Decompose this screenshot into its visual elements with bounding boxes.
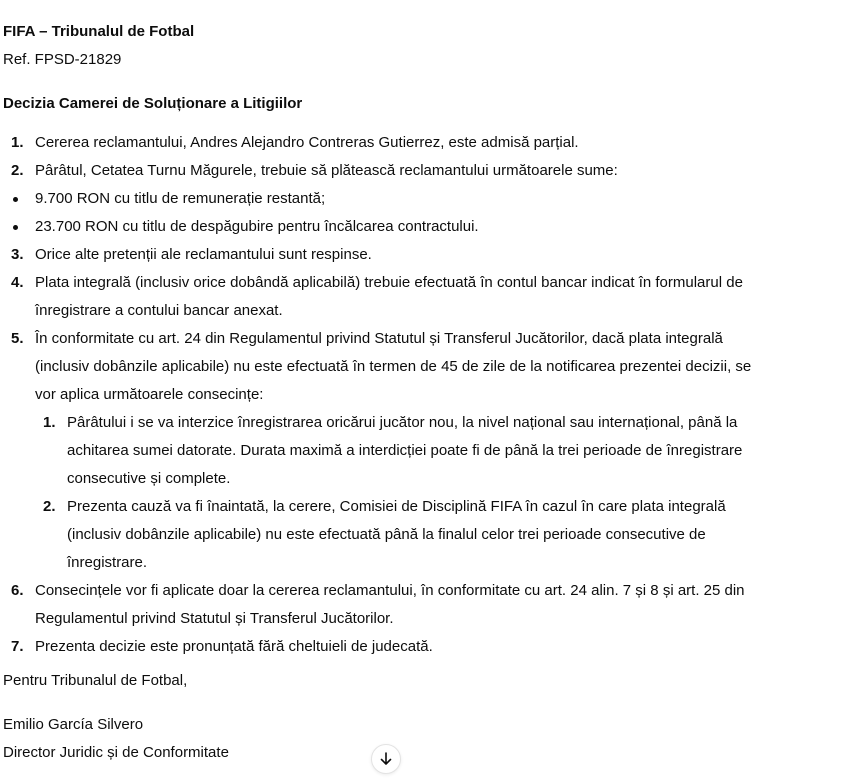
decision-title: Decizia Camerei de Soluționare a Litigiilor (3, 95, 303, 112)
list-item (3, 325, 803, 577)
reference-number: Ref. FPSD-21829 (3, 51, 122, 68)
bullet-icon (13, 225, 18, 230)
item-number: 4. (11, 274, 24, 291)
subitem-number: 1. (43, 414, 56, 431)
arrow-down-icon (378, 751, 394, 767)
sublist-item (35, 493, 773, 577)
decision-document (3, 18, 803, 767)
item-number: 5. (11, 330, 24, 347)
closing-line: Pentru Tribunalul de Fotbal, (3, 672, 188, 689)
scroll-down-button[interactable] (371, 744, 401, 774)
list-item-bullet (3, 185, 803, 213)
item-text: 23.700 RON cu titlu de despăgubire pentru încălcarea contractului. (35, 218, 479, 235)
item-text: Prezenta decizie este pronunțată fără cheltuieli de judecată. (35, 638, 433, 655)
item-number: 7. (11, 638, 24, 655)
org-name: FIFA – Tribunalul de Fotbal (3, 23, 195, 40)
consequences-sublist (35, 409, 773, 577)
item-text: 9.700 RON cu titlu de remunerație restantă; (35, 190, 326, 207)
subitem-text: Prezenta cauză va fi înaintată, la cerere, Comisiei de Disciplină FIFA în cazul în care plata integrală (inclusiv dobânzile aplicabile) nu este efectuată până la finalul celor trei perioade consecutive de înregistrare. (67, 498, 726, 571)
item-text: În conformitate cu art. 24 din Regulamentul privind Statutul și Transferul Jucătorilor, dacă plata integrală (inclusiv dobânzile aplicabile) nu este efectuată în termen de 45 de zile de la notificarea prezentei decizii, se vor aplica următoarele consecințe: (35, 330, 752, 403)
list-item (3, 129, 803, 157)
item-number: 1. (11, 134, 24, 151)
subitem-text: Pârâtului i se va interzice înregistrarea oricărui jucător nou, la nivel național sau internațional, până la achitarea sumei datorate. Durata maximă a interdicției poate fi de până la trei perioade de înregistrare consecutive și complete. (67, 414, 743, 487)
subitem-number: 2. (43, 498, 56, 515)
decision-list (3, 129, 803, 661)
item-text: Pârâtul, Cetatea Turnu Măgurele, trebuie să plătească reclamantului următoarele sume: (35, 162, 618, 179)
item-number: 6. (11, 582, 24, 599)
list-item (3, 157, 803, 185)
item-text: Consecințele vor fi aplicate doar la cererea reclamantului, în conformitate cu art. 24 alin. 7 și 8 și art. 25 din Regulamentul privind Statutul și Transferul Jucătorilor. (35, 582, 745, 627)
sublist-item (35, 409, 773, 493)
item-text: Plata integrală (inclusiv orice dobândă aplicabilă) trebuie efectuată în contul bancar indicat în formularul de înregistrare a contului bancar anexat. (35, 274, 743, 319)
bullet-icon (13, 197, 18, 202)
item-number: 3. (11, 246, 24, 263)
list-item (3, 269, 803, 325)
list-item (3, 633, 803, 661)
item-text: Cererea reclamantului, Andres Alejandro Contreras Gutierrez, este admisă parțial. (35, 134, 579, 151)
signatory-role: Director Juridic și de Conformitate (3, 744, 229, 761)
item-text: Orice alte pretenții ale reclamantului sunt respinse. (35, 246, 372, 263)
signatory-name: Emilio García Silvero (3, 716, 144, 733)
list-item-bullet (3, 213, 803, 241)
list-item (3, 241, 803, 269)
item-number: 2. (11, 162, 24, 179)
list-item (3, 577, 803, 633)
